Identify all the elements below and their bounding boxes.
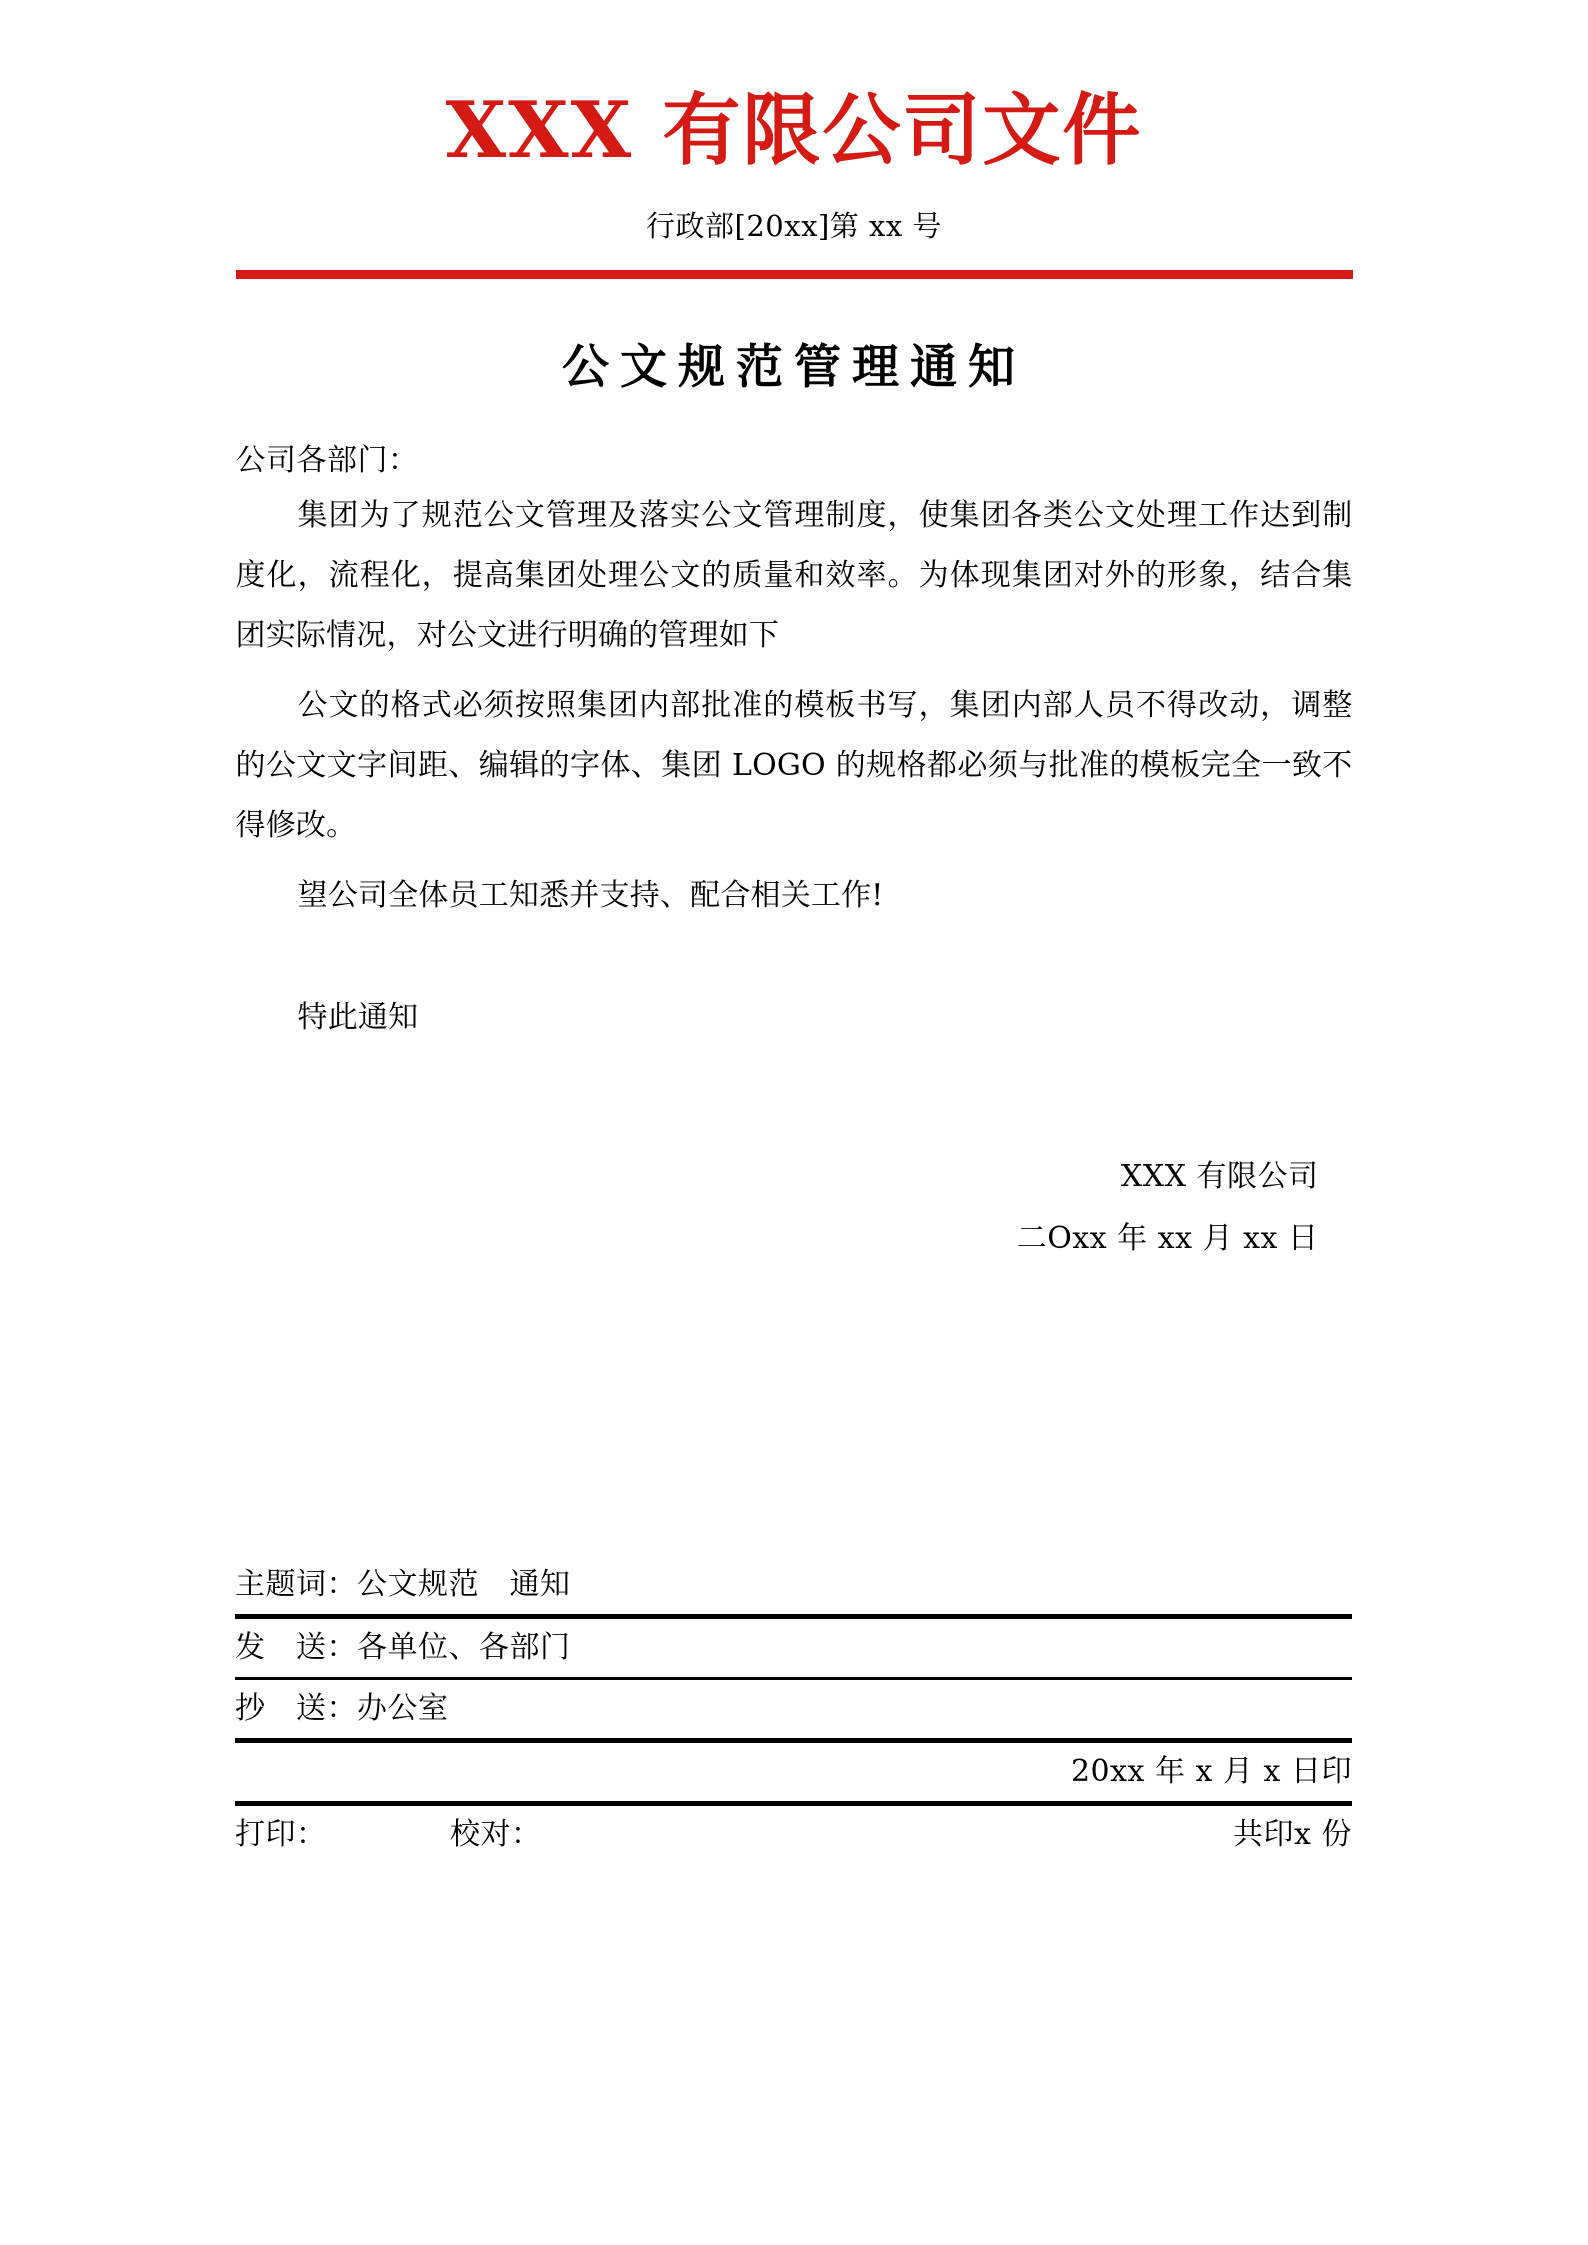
footer-send-to: 发 送：各单位、各部门 xyxy=(235,1630,571,1665)
organization-title: XXX 有限公司文件 xyxy=(445,85,1143,176)
signature-block xyxy=(236,1146,1353,1270)
special-notice: 特此通知 xyxy=(297,999,419,1035)
footer-copy-to: 抄 送：办公室 xyxy=(235,1691,449,1726)
page-title: 公文规范管理通知 xyxy=(562,340,1026,395)
salutation: 公司各部门： xyxy=(235,442,419,478)
footer-copies-count: 共印x 份 xyxy=(1233,1817,1352,1852)
header-red-rule xyxy=(236,270,1353,279)
footer-block xyxy=(235,1556,1352,1864)
footer-print-row xyxy=(235,1806,1352,1864)
document-header xyxy=(0,0,1588,279)
document-number: 行政部[20xx]第 xx 号 xyxy=(646,209,942,243)
signature-date: 二Oxx 年 xx 月 xx 日 xyxy=(1016,1220,1319,1256)
footer-subject-words: 主题词：公文规范 通知 xyxy=(235,1567,571,1602)
body-paragraph-1: 集团为了规范公文管理及落实公文管理制度，使集团各类公文处理工作达到制度化，流程化，提高集团处理公文的质量和效率。为体现集团对外的形象，结合集团实际情况，对公文进行明确的管理如下 xyxy=(235,497,1353,653)
footer-print-label: 打印： xyxy=(235,1817,327,1852)
body-paragraph-3: 望公司全体员工知悉并支持、配合相关工作! xyxy=(297,877,884,913)
footer-proof-label: 校对： xyxy=(450,1817,542,1852)
footer-print-date: 20xx 年 x 月 x 日印 xyxy=(1070,1754,1352,1789)
signature-company: XXX 有限公司 xyxy=(1120,1158,1319,1194)
body-paragraph-2: 公文的格式必须按照集团内部批准的模板书写，集团内部人员不得改动，调整的公文文字间距、编辑的字体、集团 LOGO 的规格都必须与批准的模板完全一致不得修改。 xyxy=(235,687,1353,843)
document-body xyxy=(236,342,1353,1270)
